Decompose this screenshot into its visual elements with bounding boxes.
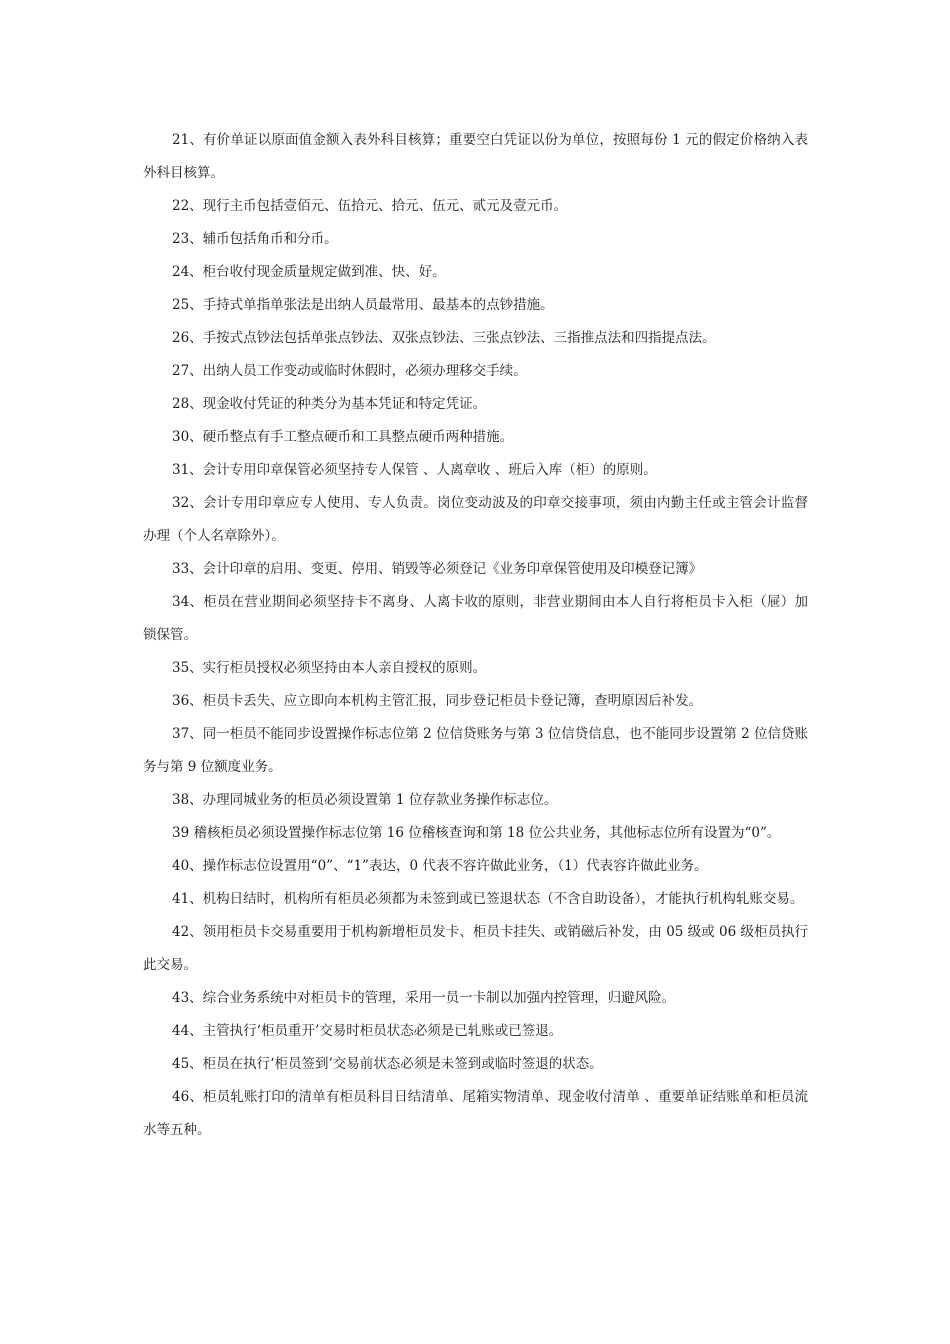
paragraph-37: 37、同一柜员不能同步设置操作标志位第 2 位信贷账务与第 3 位信贷信息，也不能同步设置第 2 位信贷账务与第 9 位额度业务。 [143, 726, 808, 775]
paragraph-41: 41、机构日结时，机构所有柜员必须都为未签到或已签退状态（不含自助设备），才能执行机构轧账交易。 [172, 891, 804, 907]
paragraph-39: 39 稽核柜员必须设置操作标志位第 16 位稽核查询和第 18 位公共业务，其他标志位所有设置为“0”。 [172, 825, 781, 841]
paragraph-40: 40、操作标志位设置用“0”、“1”表达，0 代表不容许做此业务，（1）代表容许做此业务。 [172, 858, 708, 874]
document-body [143, 124, 808, 1147]
paragraph-34: 34、柜员在营业期间必须坚持卡不离身、人离卡收的原则，非营业期间由本人自行将柜员卡入柜（屉）加锁保管。 [143, 594, 808, 643]
paragraph-32: 32、会计专用印章应专人使用、专人负责。岗位变动波及的印章交接事项，须由内勤主任或主管会计监督办理（个人名章除外）。 [143, 495, 808, 544]
paragraph-21: 21、有价单证以原面值金额入表外科目核算；重要空白凭证以份为单位，按照每份 1 元的假定价格纳入表外科目核算。 [143, 132, 808, 181]
paragraph-46: 46、柜员轧账打印的清单有柜员科目日结清单、尾箱实物清单、现金收付清单 、重要单证结账单和柜员流水等五种。 [143, 1089, 808, 1138]
paragraph-28: 28、现金收付凭证的种类分为基本凭证和特定凭证。 [172, 396, 487, 412]
paragraph-26: 26、手按式点钞法包括单张点钞法、双张点钞法、三张点钞法、三指推点法和四指提点法。 [172, 330, 716, 346]
paragraph-33: 33、会计印章的启用、变更、停用、销毁等必须登记《业务印章保管使用及印模登记簿》 [172, 561, 703, 577]
paragraph-23: 23、辅币包括角币和分币。 [172, 231, 338, 247]
paragraph-27: 27、出纳人员工作变动或临时休假时，必须办理移交手续。 [172, 363, 527, 379]
paragraph-35: 35、实行柜员授权必须坚持由本人亲自授权的原则。 [172, 660, 487, 676]
paragraph-36: 36、柜员卡丢失、应立即向本机构主管汇报，同步登记柜员卡登记簿，查明原因后补发。 [172, 693, 703, 709]
paragraph-24: 24、柜台收付现金质量规定做到准、快、好。 [172, 264, 446, 280]
paragraph-43: 43、综合业务系统中对柜员卡的管理，采用一员一卡制以加强内控管理，归避风险。 [172, 990, 676, 1006]
paragraph-38: 38、办理同城业务的柜员必须设置第 1 位存款业务操作标志位。 [172, 792, 558, 808]
paragraph-31: 31、会计专用印章保管必须坚持专人保管 、人离章收 、班后入库（柜）的原则。 [172, 462, 657, 478]
paragraph-25: 25、手持式单指单张法是出纳人员最常用、最基本的点钞措施。 [172, 297, 554, 313]
paragraph-22: 22、现行主币包括壹佰元、伍拾元、拾元、伍元、贰元及壹元币。 [172, 198, 568, 214]
paragraph-30: 30、硬币整点有手工整点硬币和工具整点硬币两种措施。 [172, 429, 514, 445]
paragraph-42: 42、领用柜员卡交易重要用于机构新增柜员发卡、柜员卡挂失、或销磁后补发，由 05 级或 06 级柜员执行此交易。 [143, 924, 808, 973]
paragraph-44: 44、主管执行‘柜员重开’交易时柜员状态必须是已轧账或已签退。 [172, 1023, 563, 1039]
paragraph-45: 45、柜员在执行‘柜员签到’交易前状态必须是未签到或临时签退的状态。 [172, 1056, 603, 1072]
